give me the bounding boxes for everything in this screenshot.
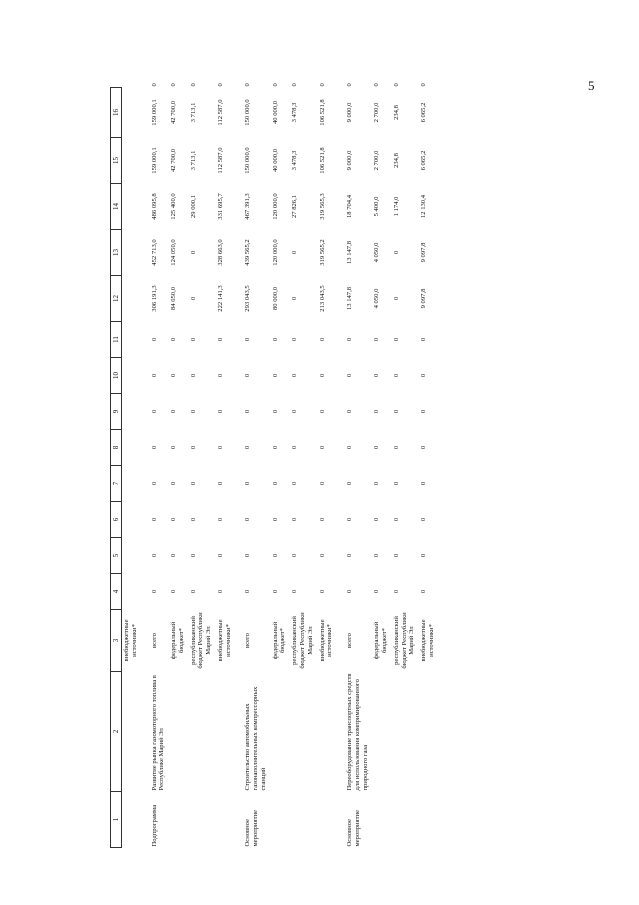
source-cell: внебюджетные источники*: [318, 619, 334, 662]
value-cell: 1 174,0: [392, 196, 400, 217]
value-cell: 0: [318, 373, 326, 378]
source-cell: республиканский бюджет Республики Марий Эл: [189, 612, 213, 669]
value-cell: 0: [318, 481, 326, 486]
value-cell: 0: [170, 409, 178, 414]
value-cell: 0: [271, 409, 279, 414]
value-cell: [122, 276, 141, 322]
value-cell: 2 700,0: [373, 102, 381, 123]
table-row: республиканский бюджет Республики Марий Эл 0 0 0 0 0 0 0 0 0 0 1 174,0 234,8 234,8 0: [391, 88, 418, 848]
level-cell: [215, 792, 235, 848]
value-cell: 4 050,0: [373, 242, 381, 263]
value-cell: 112 587,0: [216, 99, 224, 126]
value-cell: 0: [373, 337, 381, 342]
value-cell: 0: [150, 409, 158, 414]
name-cell: Развитие рынка газомоторного топлива в Республике Марий Эл: [150, 675, 166, 791]
value-cell: 234,8: [392, 105, 400, 120]
column-number-12: 12: [111, 276, 122, 322]
funding-table: [110, 83, 438, 849]
value-cell: 213 043,5: [318, 285, 326, 312]
value-cell: 0: [189, 250, 197, 255]
value-cell: 0: [291, 409, 299, 414]
value-cell: [122, 466, 141, 502]
source-cell: внебюджетные источники*: [420, 619, 435, 662]
value-cell: [122, 574, 141, 610]
value-cell: 0: [170, 481, 178, 486]
value-cell: 0: [170, 373, 178, 378]
value-cell: 0: [216, 517, 224, 522]
value-cell: 0: [216, 481, 224, 486]
value-cell: 0: [291, 337, 299, 342]
value-cell: [122, 230, 141, 276]
column-number-1: 1: [111, 792, 122, 848]
name-cell: [168, 672, 188, 792]
value-cell: 0: [291, 481, 299, 486]
value-cell: 0: [170, 445, 178, 450]
value-cell: 9 000,0: [346, 150, 354, 171]
value-cell: 3 713,1: [189, 102, 197, 123]
value-cell: 159 000,1: [150, 147, 158, 174]
value-cell: 331 695,7: [216, 193, 224, 220]
value-cell: 0: [189, 409, 197, 414]
value-cell: 0: [271, 553, 279, 558]
value-cell: 29 000,1: [189, 194, 197, 219]
value-cell: 0: [420, 481, 428, 486]
table-row: [122, 88, 141, 848]
value-cell: 0: [392, 517, 400, 522]
value-cell: 5 400,0: [373, 196, 381, 217]
value-cell: 42 700,0: [170, 100, 178, 125]
value-cell: [122, 88, 141, 138]
value-cell: 6 065,2: [420, 102, 428, 123]
value-cell: 0: [420, 445, 428, 450]
column-number-15: 15: [111, 138, 122, 184]
table-row: федеральный бюджет* 0 0 0 0 0 0 0 0 4 050,0 4 050,0 5 400,0 2 700,0 2 700,0 0: [371, 88, 391, 848]
table-row: внебюджетные источники* 0 0 0 0 0 0 0 0 222 141,3 328 663,0 331 695,7 112 587,0 112 587,0 0: [215, 88, 235, 848]
value-cell: 0: [346, 481, 354, 486]
value-cell: 0: [271, 589, 279, 594]
value-cell: 0: [291, 250, 299, 255]
value-cell: 0: [318, 517, 326, 522]
value-cell: [122, 322, 141, 358]
value-cell: 467 391,3: [244, 193, 252, 220]
value-cell: 0: [318, 589, 326, 594]
value-cell: 40 000,0: [271, 100, 279, 125]
value-cell: 0: [318, 337, 326, 342]
value-cell: 0: [392, 589, 400, 594]
value-cell: [122, 430, 141, 466]
name-cell: [270, 672, 290, 792]
value-cell: 13 147,8: [346, 286, 354, 311]
value-cell: 0: [346, 445, 354, 450]
value-cell: 9 097,8: [420, 242, 428, 263]
source-cell: федеральный бюджет*: [373, 621, 389, 660]
column-number-10: 10: [111, 358, 122, 394]
table-row: федеральный бюджет* 0 0 0 0 0 0 0 0 84 050,0 124 050,0 125 400,0 42 700,0 42 700,0 0: [168, 88, 188, 848]
value-cell: 0: [318, 445, 326, 450]
value-cell: 0: [170, 553, 178, 558]
value-cell: 0: [291, 553, 299, 558]
value-cell: 0: [392, 481, 400, 486]
value-cell: 0: [244, 517, 252, 522]
value-cell: 0: [150, 517, 158, 522]
value-cell: 0: [244, 373, 252, 378]
level-cell: Основное мероприятие: [244, 810, 260, 847]
value-cell: 0: [170, 589, 178, 594]
level-cell: [289, 792, 316, 848]
level-cell: [188, 792, 215, 848]
column-number-2: 2: [111, 672, 122, 792]
name-cell: [391, 672, 418, 792]
value-cell: 3 478,3: [291, 102, 299, 123]
value-cell: 439 565,2: [244, 239, 252, 266]
value-cell: 0: [189, 517, 197, 522]
name-cell: Переоборудование транспортных средств для использования компримированного природного газа: [346, 673, 369, 791]
source-cell: внебюджетные источники*: [216, 619, 232, 662]
value-cell: 0: [346, 337, 354, 342]
value-cell: 0: [392, 445, 400, 450]
value-cell: 0: [346, 373, 354, 378]
value-cell: 0: [392, 373, 400, 378]
table-row: Основное мероприятие Строительство автомобильных газонаполнительных компрессорных станций всего 0 0 0 0 0 0 0 0 293 043,5 439 565,2 467 391,3 150 000,0 150 000,0 0: [234, 88, 269, 848]
value-cell: 0: [244, 445, 252, 450]
name-cell: [371, 672, 391, 792]
value-cell: 0: [271, 373, 279, 378]
value-cell: 124 050,0: [170, 239, 178, 266]
value-cell: 0: [291, 296, 299, 301]
value-cell: [122, 538, 141, 574]
table-row: Основное мероприятие Переоборудование транспортных средств для использования компримированного природного газа всего 0 0 0 0 0 0 0 0 13 147,8 13 147,8 18 704,4 9 000,0 9 000,0 0: [336, 88, 371, 848]
table-row: внебюджетные источники* 0 0 0 0 0 0 0 0 213 043,5 319 565,2 319 565,3 106 521,8 106 521,8 0: [317, 88, 337, 848]
value-cell: 0: [216, 409, 224, 414]
column-number-row: [111, 88, 122, 848]
value-cell: 319 565,2: [318, 239, 326, 266]
level-cell: [270, 792, 290, 848]
value-cell: 0: [291, 589, 299, 594]
value-cell: 3 713,1: [189, 150, 197, 171]
value-cell: 319 565,3: [318, 193, 326, 220]
value-cell: 0: [392, 553, 400, 558]
source-cell: всего: [346, 633, 354, 648]
name-cell: [215, 672, 235, 792]
source-cell: республиканский бюджет Республики Марий Эл: [291, 612, 314, 669]
value-cell: 0: [216, 373, 224, 378]
value-cell: 0: [244, 553, 252, 558]
value-cell: 0: [271, 445, 279, 450]
value-cell: 0: [420, 589, 428, 594]
value-cell: 106 521,8: [318, 99, 326, 126]
value-cell: 0: [346, 517, 354, 522]
value-cell: 84 050,0: [170, 286, 178, 311]
name-cell: Строительство автомобильных газонаполнительных компрессорных станций: [244, 686, 267, 791]
value-cell: 80 000,0: [271, 286, 279, 311]
column-number-3: 3: [111, 610, 122, 672]
value-cell: 0: [150, 337, 158, 342]
value-cell: 6 065,2: [420, 150, 428, 171]
value-cell: 452 713,0: [150, 239, 158, 266]
value-cell: 4 050,0: [373, 288, 381, 309]
value-cell: 486 095,8: [150, 193, 158, 220]
value-cell: [122, 358, 141, 394]
value-cell: 0: [373, 481, 381, 486]
value-cell: 2 700,0: [373, 150, 381, 171]
level-cell: [317, 792, 337, 848]
column-number-11: 11: [111, 322, 122, 358]
value-cell: 0: [170, 337, 178, 342]
value-cell: 0: [420, 517, 428, 522]
value-cell: 0: [373, 517, 381, 522]
value-cell: 0: [189, 296, 197, 301]
value-cell: 0: [392, 337, 400, 342]
value-cell: 0: [244, 589, 252, 594]
name-cell: [418, 672, 438, 792]
value-cell: 0: [216, 445, 224, 450]
value-cell: 9 097,8: [420, 288, 428, 309]
value-cell: 0: [346, 409, 354, 414]
column-number-8: 8: [111, 430, 122, 466]
column-number-4: 4: [111, 574, 122, 610]
column-number-16: 16: [111, 88, 122, 138]
value-cell: 0: [373, 409, 381, 414]
value-cell: 0: [420, 553, 428, 558]
value-cell: 0: [373, 445, 381, 450]
value-cell: 0: [244, 481, 252, 486]
table-row: Подпрограмма Развитие рынка газомоторного топлива в Республике Марий Эл всего 0 0 0 0 0 0 0 0 306 191,3 452 713,0 486 095,8 159 000,1 159 000,1 0: [141, 88, 169, 848]
level-cell: Подпрограмма: [150, 804, 158, 847]
value-cell: 0: [271, 337, 279, 342]
column-number-14: 14: [111, 184, 122, 230]
source-cell: всего: [244, 633, 252, 648]
value-cell: 222 141,3: [216, 285, 224, 312]
value-cell: 0: [216, 337, 224, 342]
value-cell: 0: [150, 445, 158, 450]
name-cell: [188, 672, 215, 792]
value-cell: 106 521,8: [318, 147, 326, 174]
table-row: внебюджетные источники* 0 0 0 0 0 0 0 0 9 097,8 9 097,8 12 130,4 6 065,2 6 065,2 0: [418, 88, 438, 848]
table-row: республиканский бюджет Республики Марий Эл 0 0 0 0 0 0 0 0 0 0 27 826,1 3 478,3 3 478,3 0: [289, 88, 316, 848]
source-cell: федеральный бюджет*: [271, 621, 287, 660]
value-cell: 0: [170, 517, 178, 522]
rotated-page-content: [110, 83, 615, 848]
value-cell: 0: [318, 553, 326, 558]
value-cell: 0: [420, 409, 428, 414]
value-cell: 0: [271, 481, 279, 486]
value-cell: 0: [244, 337, 252, 342]
value-cell: 0: [373, 589, 381, 594]
table-body: [122, 83, 438, 848]
source-cell: внебюджетные источники*: [123, 619, 138, 662]
table-row: республиканский бюджет Республики Марий Эл 0 0 0 0 0 0 0 0 0 0 29 000,1 3 713,1 3 713,1 0: [188, 88, 215, 848]
value-cell: 328 663,0: [216, 239, 224, 266]
value-cell: 293 043,5: [244, 285, 252, 312]
value-cell: 0: [189, 445, 197, 450]
value-cell: 0: [189, 553, 197, 558]
value-cell: 9 000,0: [346, 102, 354, 123]
value-cell: 150 000,0: [244, 99, 252, 126]
value-cell: 27 826,1: [291, 194, 299, 219]
value-cell: 12 130,4: [420, 194, 428, 219]
value-cell: 159 000,1: [150, 99, 158, 126]
value-cell: 120 000,0: [271, 239, 279, 266]
column-number-9: 9: [111, 394, 122, 430]
value-cell: 0: [291, 517, 299, 522]
value-cell: 0: [189, 589, 197, 594]
value-cell: 0: [291, 445, 299, 450]
value-cell: 18 704,4: [346, 194, 354, 219]
value-cell: 0: [150, 481, 158, 486]
value-cell: [122, 502, 141, 538]
level-cell: [122, 792, 141, 848]
value-cell: 0: [150, 553, 158, 558]
value-cell: 0: [318, 409, 326, 414]
value-cell: 0: [216, 553, 224, 558]
table-row: федеральный бюджет* 0 0 0 0 0 0 0 0 80 000,0 120 000,0 120 000,0 40 000,0 40 000,0 0: [270, 88, 290, 848]
value-cell: 0: [346, 553, 354, 558]
value-cell: 306 191,3: [150, 285, 158, 312]
value-cell: [122, 184, 141, 230]
value-cell: 0: [271, 517, 279, 522]
value-cell: 0: [392, 250, 400, 255]
value-cell: 42 700,0: [170, 148, 178, 173]
name-cell: [317, 672, 337, 792]
value-cell: 0: [150, 589, 158, 594]
value-cell: 112 587,0: [216, 147, 224, 174]
value-cell: 0: [373, 373, 381, 378]
level-cell: [418, 792, 438, 848]
value-cell: 0: [189, 481, 197, 486]
value-cell: 0: [189, 373, 197, 378]
value-cell: 150 000,0: [244, 147, 252, 174]
level-cell: [168, 792, 188, 848]
value-cell: 0: [346, 589, 354, 594]
value-cell: 0: [373, 553, 381, 558]
column-number-6: 6: [111, 502, 122, 538]
value-cell: [122, 394, 141, 430]
value-cell: 0: [216, 589, 224, 594]
value-cell: 13 147,8: [346, 240, 354, 265]
level-cell: Основное мероприятие: [346, 810, 361, 847]
level-cell: [391, 792, 418, 848]
value-cell: 0: [244, 409, 252, 414]
value-cell: 234,8: [392, 153, 400, 168]
source-cell: республиканский бюджет Республики Марий Эл: [392, 612, 416, 669]
value-cell: 3 478,3: [291, 150, 299, 171]
name-cell: [289, 672, 316, 792]
value-cell: 125 400,0: [170, 193, 178, 220]
value-cell: 120 000,0: [271, 193, 279, 220]
column-number-13: 13: [111, 230, 122, 276]
source-cell: всего: [150, 633, 158, 648]
value-cell: 0: [189, 337, 197, 342]
page-number: 5: [588, 78, 595, 93]
source-cell: федеральный бюджет*: [170, 621, 185, 660]
name-cell: [122, 672, 141, 792]
value-cell: 40 000,0: [271, 148, 279, 173]
value-cell: 0: [420, 337, 428, 342]
value-cell: 0: [291, 373, 299, 378]
value-cell: 0: [150, 373, 158, 378]
column-number-5: 5: [111, 538, 122, 574]
value-cell: [122, 138, 141, 184]
value-cell: 0: [392, 296, 400, 301]
value-cell: 0: [420, 373, 428, 378]
value-cell: 0: [392, 409, 400, 414]
level-cell: [371, 792, 391, 848]
column-number-7: 7: [111, 466, 122, 502]
